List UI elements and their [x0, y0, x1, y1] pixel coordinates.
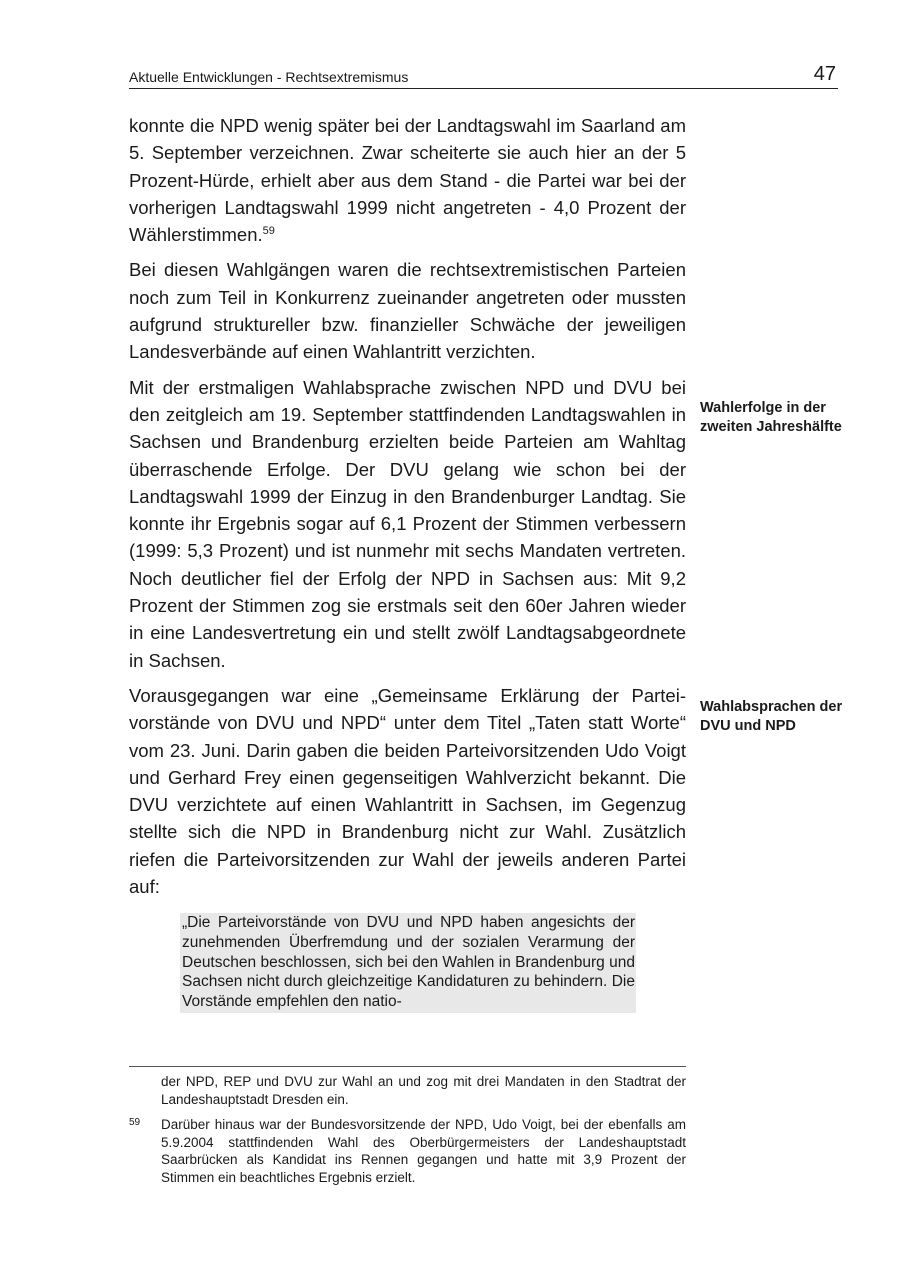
page-number: 47 [813, 63, 836, 85]
running-header-title: Aktuelle Entwicklungen - Rechtsextremismus [129, 69, 409, 85]
paragraph-4: Vorausgegangen war eine „Gemeinsame Erklärung der Parteivorstände von DVU und NPD“ unter dem Titel „Taten statt Worte“ vom 23. Juni. Darin gaben die beiden Parteivorsitzenden Udo Voigt und Gerhard Frey einen gegenseitigen Wahlverzicht bekannt. Die DVU verzichtete auf einen Wahlantritt in Sachsen, im Gegenzug stellte sich die NPD in Brandenburg nicht zur Wahl. Zusätzlich riefen die Parteivorsitzenden zur Wahl der jeweils anderen Partei auf: [129, 684, 686, 898]
footnote-59 [129, 1116, 686, 1186]
footnote-reference[interactable]: 59 [262, 225, 275, 238]
footnote-text: der NPD, REP und DVU zur Wahl an und zog mit drei Mandaten in den Stadtrat der Landeshauptstadt Dresden ein. [161, 1074, 686, 1107]
page-header [129, 62, 838, 89]
paragraph-3: Mit der erstmaligen Wahlabsprache zwischen NPD und DVU bei den zeitgleich am 19. September stattfindenden Landtagswahlen in Sachsen und Brandenburg erzielten beide Parteien am Wahltag überraschende Erfolge. Der DVU gelang wie schon bei der Landtagswahl 1999 der Einzug in den Brandenburger Landtag. Sie konnte ihr Ergebnis sogar auf 6,1 Prozent der Stimmen verbessern (1999: 5,3 Prozent) und ist nunmehr mit sechs Mandaten vertreten. Noch deutlicher fiel der Erfolg der NPD in Sachsen aus: Mit 9,2 Prozent der Stimmen zog sie erstmals seit den 60er Jahren wieder in eine Landesvertretung ein und stellt zwölf Landtagsabgeordnete in Sachsen. [129, 376, 686, 671]
paragraph-2: Bei diesen Wahlgängen waren die rechtsextremistischen Parteien noch zum Teil in Konkurrenz zueinander angetreten oder mussten aufgrund struktureller bzw. finanzieller Schwäche der jeweiligen Landesverbände auf einen Wahlantritt verzichten. [129, 259, 686, 363]
footnote-divider [129, 1066, 686, 1067]
main-text [129, 112, 686, 908]
footnote-continued [129, 1073, 686, 1108]
footnotes [129, 1073, 686, 1195]
paragraph-text: konnte die NPD wenig später bei der Landtagswahl im Saarland am 5. September verzeichnen. Zwar scheiterte sie auch hier an der 5 Prozent-Hürde, erhielt aber aus dem Stand - die Partei war bei der vorherigen Landtagswahl 1999 nicht angetreten - 4,0 Prozent der Wählerstimmen. [129, 115, 686, 246]
paragraph-1 [129, 112, 686, 248]
margin-note-wahlerfolge: Wahlerfolge in der zweiten Jahreshälfte [700, 400, 842, 435]
block-quote: „Die Parteivorstände von DVU und NPD haben angesichts der zunehmenden Überfremdung und der sozialen Verarmung der Deutschen beschlossen, sich bei den Wahlen in Brandenburg und Sachsen nicht durch gleichzeitige Kandidaturen zu behindern. Die Vorstände empfehlen den natio- [180, 913, 636, 1013]
footnote-number: 59 [129, 1117, 141, 1129]
footnote-text: Darüber hinaus war der Bundesvorsitzende der NPD, Udo Voigt, bei der ebenfalls am 5.9.2004 stattfindenden Wahl des Oberbürgermeisters der Landeshauptstadt Saarbrücken als Kandidat ins Rennen gegangen und hatte mit 3,9 Prozent der Stimmen ein beachtliches Ergebnis erzielt. [161, 1117, 686, 1185]
margin-note-wahlabsprachen: Wahlabsprachen der DVU und NPD [700, 699, 843, 734]
